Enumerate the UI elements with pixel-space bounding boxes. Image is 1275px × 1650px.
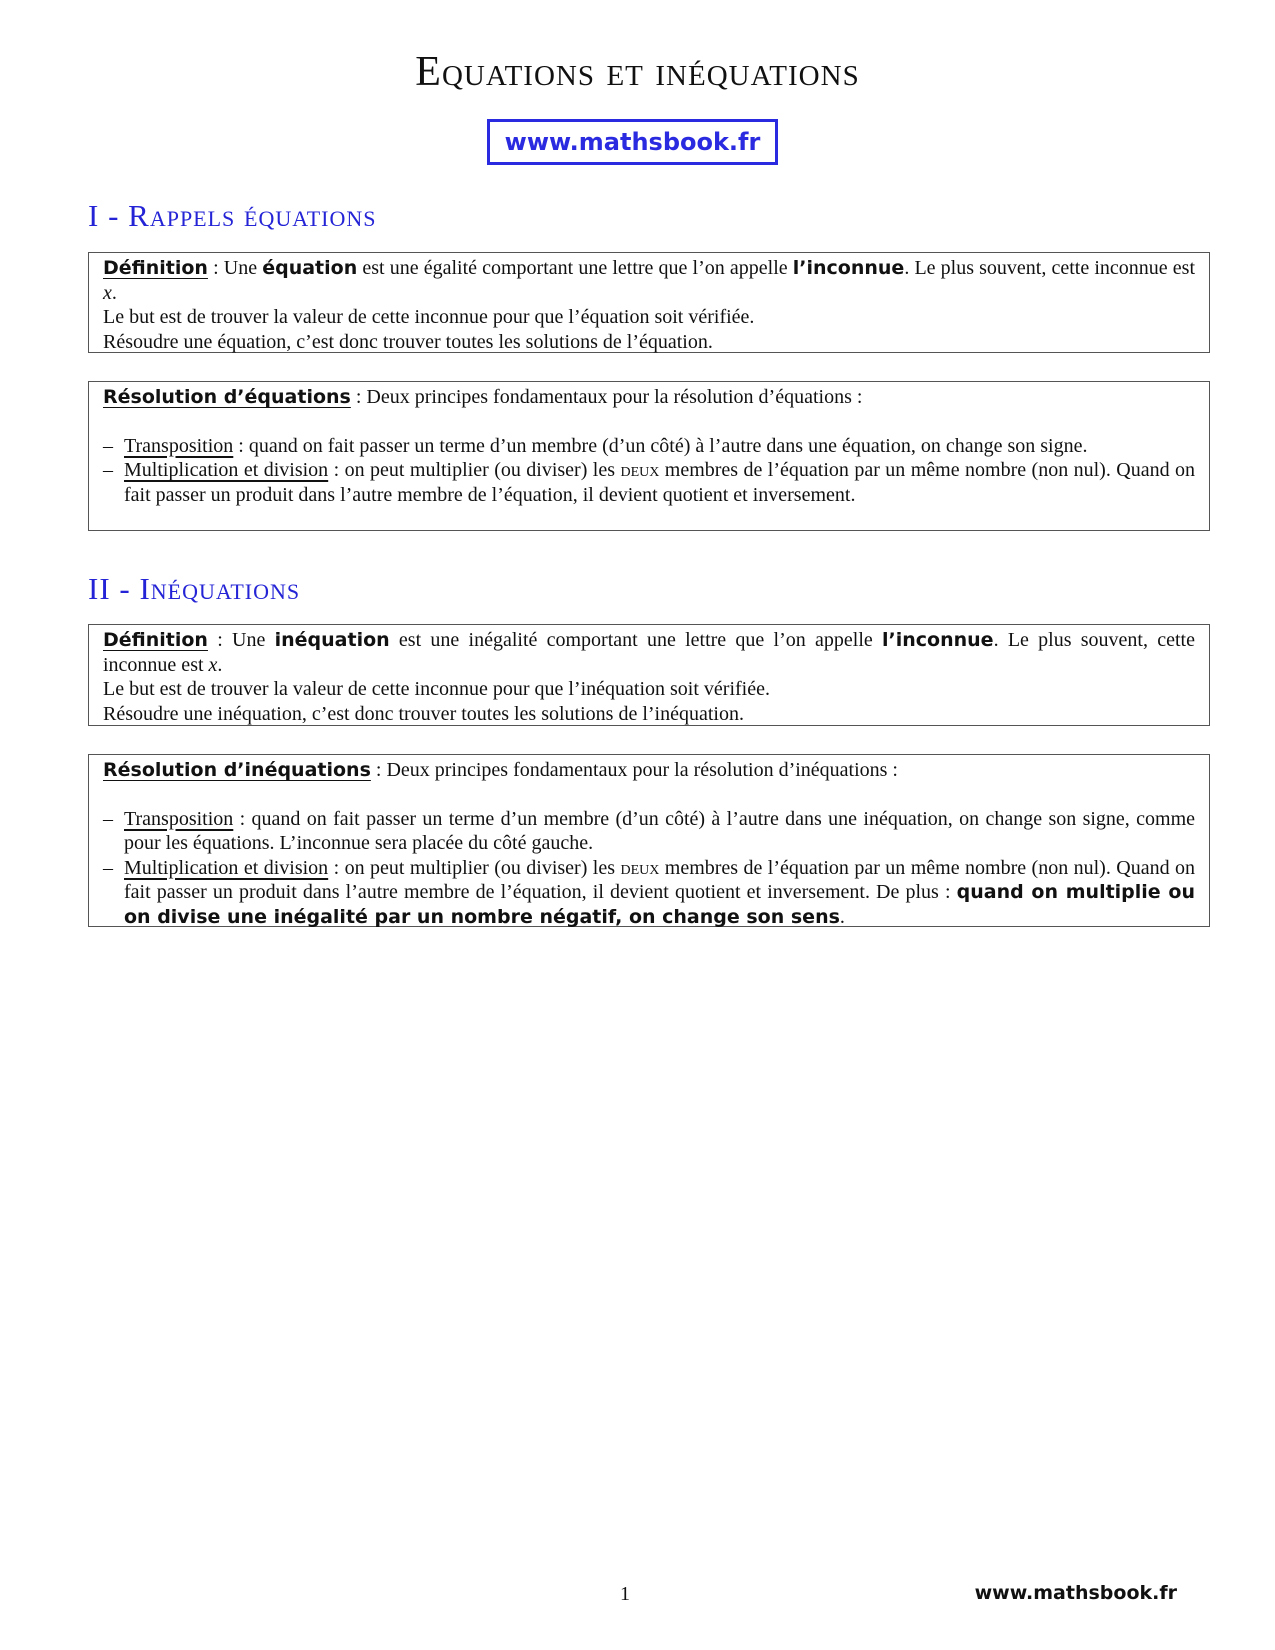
item-name: Multiplication et division (124, 459, 329, 481)
word-deux: deux (620, 459, 660, 481)
text: . (111, 281, 117, 304)
dash: – (103, 807, 113, 830)
definition-box-inequation (88, 624, 1210, 726)
text: . (839, 905, 845, 928)
item-text: : quand on fait passer un terme d’un membre (d’un côté) à l’autre dans une inéquation, on change son signe, comme pour les équations. L’inconnue sera placée du côté gauche. (124, 807, 1195, 854)
variable-x: x (103, 281, 112, 304)
page-number: 1 (620, 1583, 630, 1605)
term-unknown: l’inconnue (882, 629, 994, 651)
item-name: Transposition (124, 807, 234, 830)
dash: – (103, 459, 113, 481)
term-equation: équation (262, 257, 358, 279)
text: . Le plus souvent, cette inconnue est (103, 629, 1195, 676)
section-title-inequations: II - Inéquations (88, 571, 301, 606)
text: est une inégalité comportant une lettre que l’on appelle (389, 629, 883, 651)
text: . (217, 653, 223, 676)
list-item-transposition (103, 434, 1195, 459)
term-unknown: l’inconnue (792, 257, 905, 279)
list-item-multiplication (103, 458, 1195, 507)
resolution-intro (103, 385, 1195, 410)
dash: – (103, 434, 113, 457)
resolution-label: Résolution d’inéquations (103, 759, 371, 781)
definition-paragraph (103, 256, 1195, 305)
item-name: Multiplication et division (124, 856, 329, 879)
definition-box-equation (88, 252, 1210, 353)
list-item-multiplication (103, 856, 1195, 930)
resolution-intro (103, 758, 1195, 783)
definition-line-2: Le but est de trouver la valeur de cette inconnue pour que l’équation soit vérifiée. (103, 306, 755, 328)
variable-x: x (208, 653, 218, 676)
definition-paragraph (103, 628, 1195, 677)
definition-line-3: Résoudre une équation, c’est donc trouver toutes les solutions de l’équation. (103, 330, 713, 353)
item-text: : on peut multiplier (ou diviser) les (328, 856, 621, 879)
resolution-box-inequations (88, 754, 1210, 927)
definition-label: Définition (103, 257, 208, 279)
item-name: Transposition (124, 434, 234, 457)
resolution-box-equations (88, 381, 1210, 531)
item-text: : on peut multiplier (ou diviser) les (328, 459, 621, 481)
item-text: : quand on fait passer un terme d’un membre (d’un côté) à l’autre dans une équation, on change son signe. (233, 434, 1088, 457)
text: : Deux principes fondamentaux pour la résolution d’inéquations : (370, 759, 898, 781)
item-text: membres de l’équation par un même nombre (non nul). Quand on fait passer un produit dans l’autre membre de l’équation, il devient quotient et inversement. (124, 459, 1196, 506)
text: est une égalité comportant une lettre que l’on appelle (357, 257, 793, 279)
item-text: membres de l’équation par un même nombre (non nul). Quand on fait passer un produit dans l’autre membre de l’équation, il devient quotient et inversement. De plus : (124, 856, 1196, 903)
text: . Le plus souvent, cette inconnue est (904, 257, 1195, 279)
footer-site-link[interactable]: www.mathsbook.fr (974, 1582, 1177, 1604)
term-inequation: inéquation (274, 629, 390, 651)
page-title: Equations et inéquations (415, 49, 860, 95)
word-deux: deux (620, 856, 660, 879)
dash: – (103, 856, 113, 879)
definition-label: Définition (103, 629, 208, 651)
text: : Deux principes fondamentaux pour la résolution d’équations : (350, 386, 863, 408)
resolution-label: Résolution d’équations (103, 386, 351, 408)
section-title-rappels: I - Rappels équations (88, 198, 377, 233)
text: : Une (207, 257, 263, 279)
text: : Une (207, 629, 275, 651)
definition-line-3: Résoudre une inéquation, c’est donc trouver toutes les solutions de l’inéquation. (103, 702, 744, 725)
definition-line-2: Le but est de trouver la valeur de cette inconnue pour que l’inéquation soit vérifiée. (103, 678, 770, 700)
emphasis-rule: quand on multiplie ou on divise une inégalité par un nombre négatif, on change son sens (124, 881, 1195, 928)
site-link-box[interactable]: www.mathsbook.fr (487, 119, 778, 165)
list-item-transposition (103, 807, 1195, 856)
